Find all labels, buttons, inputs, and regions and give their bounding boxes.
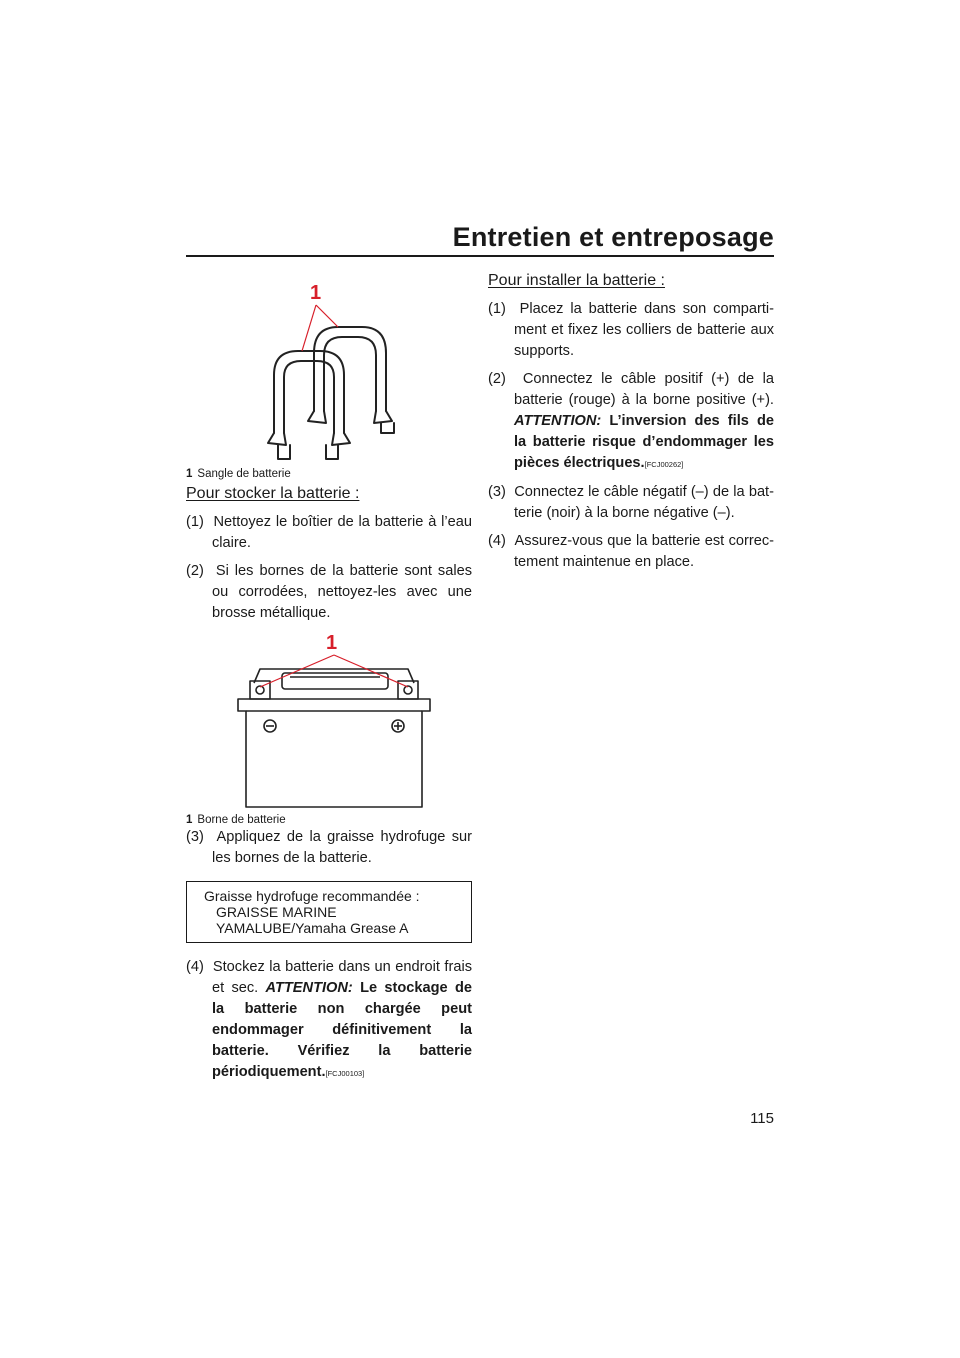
- strap-callout-label: 1: [310, 282, 322, 304]
- grease-box-title: Graisse hydrofuge recommandée :: [204, 888, 420, 904]
- grease-box-line-1: GRAISSE MARINE: [216, 904, 337, 920]
- header-rule: [186, 255, 774, 257]
- strap-caption-text: Sangle de batterie: [197, 468, 291, 480]
- install-step-2-text: (2) Connectez le câble positif (+) de la batterie (rouge) à la borne positive (+).: [488, 371, 774, 408]
- install-attention-label: ATTENTION:: [514, 413, 602, 429]
- battery-strap-illustration: [186, 283, 472, 463]
- storage-heading: Pour stocker la batterie :: [186, 485, 360, 502]
- install-attention-code: [FCJ00262]: [644, 460, 684, 469]
- terminal-caption-text: Borne de batterie: [197, 814, 286, 826]
- right-column: [488, 270, 774, 580]
- page-title: Entretien et entreposage: [452, 222, 774, 252]
- terminal-caption: [186, 813, 286, 827]
- storage-attention-code: [FCJ00103]: [325, 1069, 365, 1078]
- battery-terminal-figure: [186, 631, 472, 827]
- install-heading: Pour installer la batterie :: [488, 272, 665, 289]
- storage-step-2: (2) Si les bornes de la batterie sont sales ou corrodées, nettoyez-les avec une brosse métallique.: [186, 563, 472, 621]
- storage-step-4-text: (4) Stockez la batterie dans un endroit frais et sec.: [186, 959, 472, 996]
- storage-attention-label: ATTENTION:: [265, 980, 353, 996]
- terminal-caption-number: 1: [186, 814, 193, 826]
- storage-step-3: (3) Appliquez de la graisse hydrofuge sur les bornes de la batterie.: [186, 829, 472, 866]
- install-step-3: (3) Connectez le câble négatif (–) de la batterie (noir) à la borne négative (–).: [488, 484, 774, 521]
- terminal-callout-label: 1: [326, 632, 338, 654]
- strap-caption: [186, 467, 291, 481]
- recommended-grease-box: [186, 881, 472, 943]
- page-number: 115: [750, 1110, 774, 1127]
- install-step-1: (1) Placez la batterie dans son compartiment et fixez les colliers de batterie aux supports.: [488, 301, 774, 359]
- strap-caption-number: 1: [186, 468, 193, 480]
- grease-box-line-2: YAMALUBE/Yamaha Grease A: [216, 920, 409, 936]
- battery-terminal-illustration: [186, 631, 472, 811]
- install-step-2: [488, 369, 774, 475]
- battery-strap-figure: [186, 283, 472, 483]
- install-attention-text: L’inversion des fils de la batterie risque d’endommager les pièces électriques.: [514, 413, 774, 471]
- storage-step-4: [186, 957, 472, 1084]
- left-column: [186, 283, 472, 1091]
- storage-step-1: (1) Nettoyez le boîtier de la batterie à l’eau claire.: [186, 514, 472, 551]
- install-step-4: (4) Assurez-vous que la batterie est correctement maintenue en place.: [488, 533, 774, 570]
- storage-attention-text: Le stockage de la batterie non chargée peut endommager définitivement la batterie. Vérifiez la batterie périodiquement.: [212, 980, 472, 1080]
